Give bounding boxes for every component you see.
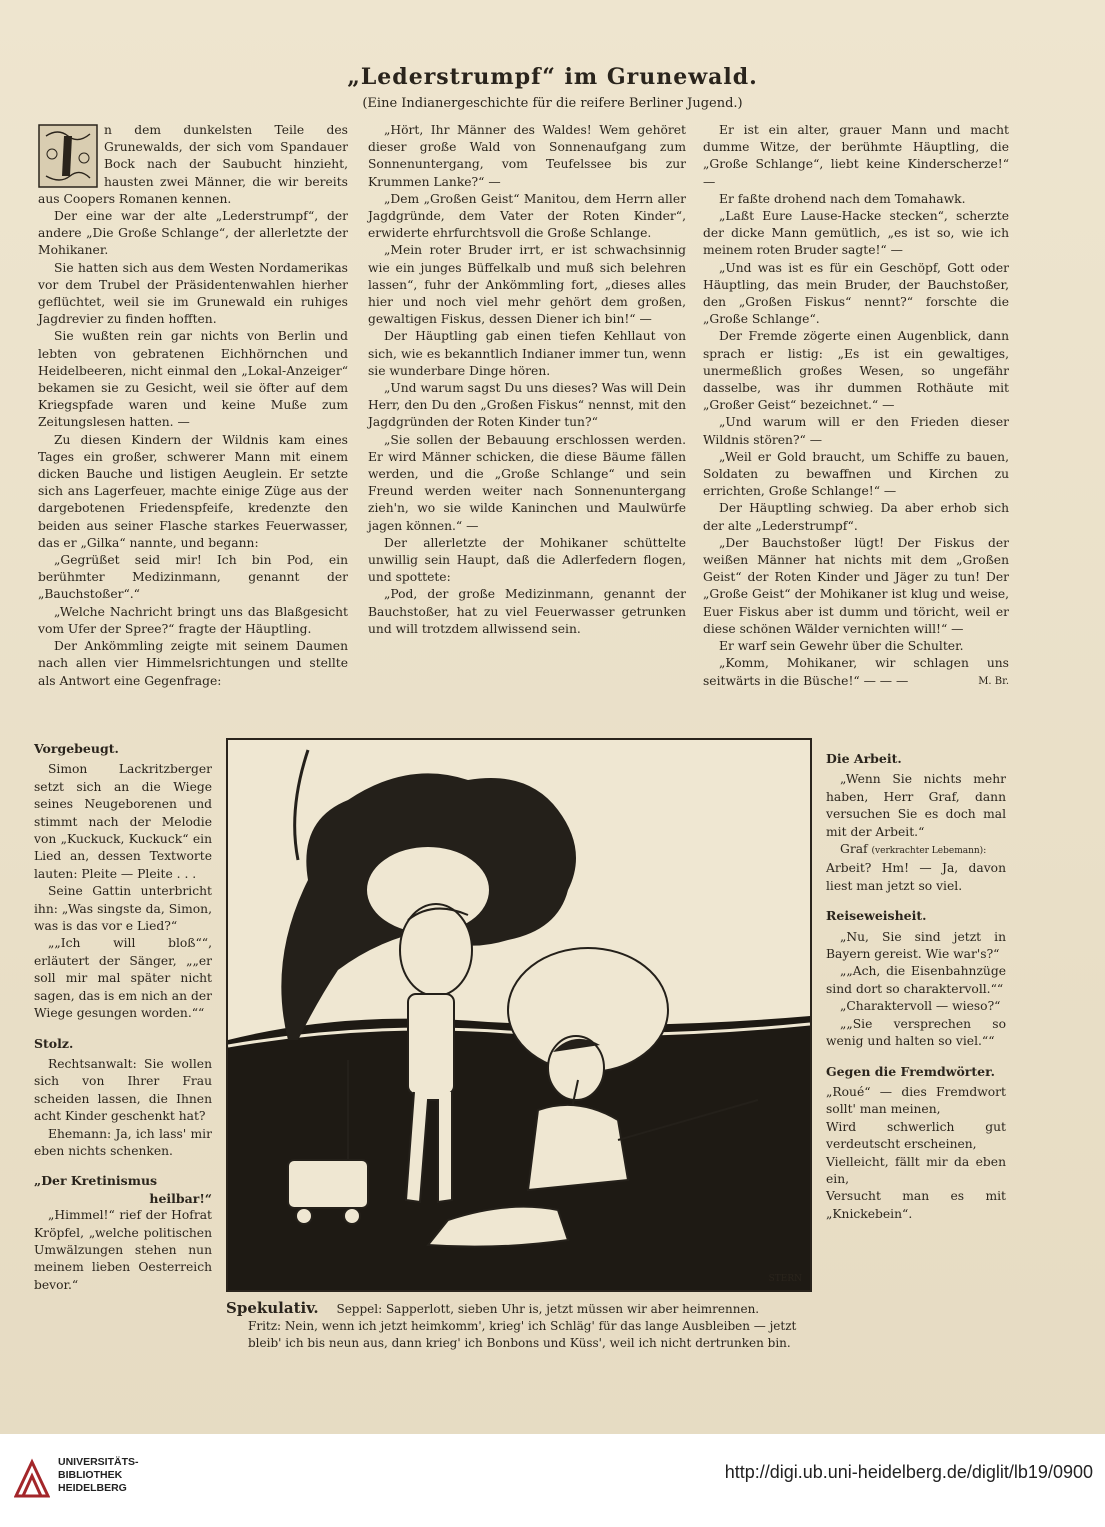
library-name-line: BIBLIOTHEK <box>58 1469 123 1481</box>
paragraph: „„Ach, die Eisenbahnzüge sind dort so charaktervoll.““ <box>826 964 1006 996</box>
paragraph: „Himmel!“ rief der Hofrat Kröpfel, „welche politischen Umwälzungen stehen nun meinem lieben Oesterreich bevor.“ <box>34 1208 212 1292</box>
paragraph: „Nu, Sie sind jetzt in Bayern gereist. Wie war's?“ <box>826 929 1006 962</box>
section-title-line: heilbar!“ <box>149 1190 212 1206</box>
paragraph: Sie wußten rein gar nichts von Berlin und lebten von gebratenen Eichhörnchen und Heidelbeeren, nicht einmal den „Lokal-Anzeiger“ bekamen sie zu Gesicht, weil sie öfter auf dem Kriegspfade waren und keine Muße zum Zeitungslesen hatten. — <box>38 329 348 430</box>
paragraph: „Mein roter Bruder irrt, er ist schwachsinnig wie ein junges Büffelkalb und muß sich belehren lassen“, fuhr der Ankömmling fort, „dieses alles hier und noch viel mehr gehört dem großen, gewaltigen Fiskus, dessen Diener ich bin!“ — <box>368 243 686 327</box>
paragraph: „Und warum sagst Du uns dieses? Was will Dein Herr, den Du den „Großen Fiskus“ nennst, mit den Jagdgründen der Roten Kinder tun?“ <box>368 381 686 430</box>
paragraph: „Gegrüßet seid mir! Ich bin Pod, ein berühmter Medizinmann, genannt der „Bauchstoßer“.“ <box>38 553 348 602</box>
paragraph: Zu diesen Kindern der Wildnis kam eines Tages ein großer, schwerer Mann mit einem dicken Bauche und listigen Aeuglein. Er setzte sich ans Lagerfeuer, machte einige Züge aus der dargebotenen Friedenspfeife, kredenzte den beiden aus seiner Flasche starkes Feuerwasser, das er „Gilka“ nannte, und begann: <box>38 432 348 550</box>
paragraph: Ehemann: Ja, ich lass' mir eben nichts schenken. <box>34 1126 212 1158</box>
paragraph: Rechtsanwalt: Sie wollen sich von Ihrer Frau scheiden lassen, die Ihnen acht Kinder geschenkt hat? <box>34 1056 212 1124</box>
speaker: Graf <box>840 842 868 857</box>
paragraph: n dem dunkelsten Teile des Grunewalds, der sich vom Spandauer Bock nach der Saubucht hinzieht, hausten zwei Männer, die wir bereits aus Coopers Romanen kennen. <box>38 123 348 206</box>
section-title: Gegen die Fremdwörter. <box>826 1063 995 1079</box>
paragraph: „Hört, Ihr Männer des Waldes! Wem gehöret dieser große Wald von Sonnenaufgang zum Sonnenuntergang, vom Teufelssee bis zur Krummen Lanke?“ — <box>368 123 686 189</box>
library-name-line: UNIVERSITÄTS- <box>58 1456 139 1468</box>
section-title: Vorgebeugt. <box>34 741 119 756</box>
paragraph: Arbeit? Hm! — Ja, davon liest man jetzt so viel. <box>826 861 1006 893</box>
left-anecdotes <box>34 740 212 1294</box>
paragraph: Seine Gattin unterbricht ihn: „Was singste da, Simon, was is das vor e Lied?“ <box>34 884 212 934</box>
paragraph: Der allerletzte der Mohikaner schüttelte unwillig sein Haupt, daß die Adlerfedern flogen, und spottete: <box>368 535 686 585</box>
speaker-note: (verkrachter Lebemann): <box>871 846 987 857</box>
paragraph: Der Fremde zögerte einen Augenblick, dann sprach er listig: „Es ist ein gewaltiges, unermeßlich großes Wesen, so ungefähr dasselbe, was ihr dummen Rothäute mit „Großer Geist“ bezeichnet.“ — <box>703 329 1009 413</box>
paragraph: „„Ich will bloß““, erläutert der Sänger, „„er soll mir mal später nicht sagen, das is em nich an der Wiege gesungen worden.““ <box>34 936 212 1021</box>
verse-line: „Roué“ — dies Fremdwort sollt' man meinen, <box>826 1084 1006 1117</box>
paragraph: Sie hatten sich aus dem Westen Nordamerikas vor dem Trubel der Präsidentenwahlen hierher geflüchtet, weil sie im Grunewald ein ruhiges Jagdrevier zu finden hofften. <box>38 260 348 327</box>
paragraph <box>703 655 1009 689</box>
cartoon-illustration <box>226 738 812 1292</box>
ornamental-initial-i-icon <box>38 124 98 188</box>
caption-dialogue: Seppel: Sapperlott, sieben Uhr is, jetzt müssen wir aber heimrennen. <box>336 1302 760 1316</box>
caption-dialogue: Fritz: Nein, wenn ich jetzt heimkomm', krieg' ich Schläg' für das lange Ausbleiben — jetzt bleib' ich bis neun aus, dann krieg' ich Bonbons und Küss', weil ich nicht dertrunken bin. <box>248 1319 797 1350</box>
source-url-link[interactable]: http://digi.ub.uni-heidelberg.de/diglit/lb19/0900 <box>724 1462 1093 1482</box>
section-title: Stolz. <box>34 1035 74 1051</box>
verse-line: Wird schwerlich gut verdeutscht erscheinen, <box>826 1119 1006 1152</box>
verse-line: Vielleicht, fällt mir da eben ein, <box>826 1154 1006 1186</box>
paragraph: Der Häuptling gab einen tiefen Kehllaut von sich, wie es bekanntlich Indianer immer tun, wenn sie wunderbare Dinge hören. <box>368 329 686 378</box>
paragraph: „„Sie versprechen so wenig und halten so viel.““ <box>826 1016 1006 1049</box>
right-anecdotes <box>826 750 1006 1223</box>
artist-signature: STERN <box>768 1274 802 1284</box>
paragraph: „Wenn Sie nichts mehr haben, Herr Graf, dann versuchen Sie es doch mal mit der Arbeit.“ <box>826 772 1006 839</box>
section-title: Die Arbeit. <box>826 751 902 766</box>
paragraph: Der Häuptling schwieg. Da aber erhob sich der alte „Lederstrumpf“. <box>703 501 1009 533</box>
paragraph: Er warf sein Gewehr über die Schulter. <box>719 639 964 654</box>
paragraph: „Und warum will er den Frieden dieser Wildnis stören?“ — <box>703 415 1009 447</box>
paragraph: Er ist ein alter, grauer Mann und macht dumme Witze, der berühmte Häuptling, die „Große Schlange“, liebt keine Kinderscherze!“ — <box>703 123 1009 189</box>
paragraph <box>826 841 1006 860</box>
paragraph: „Weil er Gold braucht, um Schiffe zu bauen, Soldaten zu bewaffnen und Kirchen zu errichten, Große Schlange!“ — <box>703 449 1009 499</box>
caption-line <box>226 1300 806 1318</box>
section-title: Reiseweisheit. <box>826 908 927 924</box>
paragraph: „Sie sollen der Bebauung erschlossen werden. Er wird Männer schicken, die diese Bäume fällen werden, und die „Große Schlange“ und sein Freund werden weiter nach Sonnenuntergang zieh'n, wo sie wilde Kaninchen und Maulwürfe jagen können.“ — <box>368 432 686 533</box>
paragraph: „Pod, der große Medizinmann, genannt der Bauchstoßer, hat zu viel Feuerwasser getrunken und will trotzdem allwissend sein. <box>368 587 686 636</box>
article-title: „Lederstrumpf“ im Grunewald. <box>347 64 758 90</box>
library-name <box>58 1456 139 1495</box>
digitization-footer <box>0 1434 1105 1527</box>
caption-title: Spekulativ. <box>226 1299 319 1317</box>
article-column-3 <box>703 122 1009 690</box>
library-name-line: HEIDELBERG <box>58 1482 127 1494</box>
verse-line: Versucht man es mit „Knickebein“. <box>826 1189 1006 1221</box>
university-library-logo-icon <box>14 1458 50 1498</box>
section-title <box>34 1172 212 1207</box>
article-column-2 <box>368 122 686 638</box>
author-signature: M. Br. <box>978 675 1009 687</box>
article-column-1 <box>38 122 348 690</box>
paragraph: „Welche Nachricht bringt uns das Blaßgesicht vom Ufer der Spree?“ fragte der Häuptling. <box>38 604 348 636</box>
paragraph: Simon Lackritzberger setzt sich an die Wiege seines Neugeborenen und stimmt nach der Melodie von „Kuckuck, Kuckuck“ ein Lied an, dessen Textworte lauten: Pleite — Pleite . . . <box>34 762 212 881</box>
paragraph: „Charaktervoll — wieso?“ <box>840 999 1001 1014</box>
article-subtitle: (Eine Indianergeschichte für die reifere Berliner Jugend.) <box>362 96 743 111</box>
paragraph: „Der Bauchstoßer lügt! Der Fiskus der weißen Männer hat nichts mit dem „Großen Geist“ der Roten Kinder und Jäger zu tun! Der „Große Geist“ der Mohikaner ist klug und weise, Euer Fiskus aber ist dumm und töricht, weil er diese schönen Wälder vernichten will!“ — <box>703 535 1009 636</box>
cartoon-drawing <box>228 740 810 1290</box>
closing-line: „Komm, Mohikaner, wir schlagen uns seitwärts in die Büsche!“ — — — <box>703 656 1009 688</box>
paragraph: „Und was ist es für ein Geschöpf, Gott oder Häuptling, das mein Bruder, der Bauchstoßer, den „Großen Fiskus“ nennt?“ forschte die „Große Schlange“. <box>703 260 1009 327</box>
paragraph: „Laßt Eure Lause-Hacke stecken“, scherzte der dicke Mann gemütlich, „es ist so, wie ich meinem roten Bruder sagte!“ — <box>703 209 1009 258</box>
paragraph: „Dem „Großen Geist“ Manitou, dem Herrn aller Jagdgründe, dem Vater der Roten Kinder“, erwiderte ehrfurchtsvoll die Große Schlange. <box>368 191 686 241</box>
cartoon-caption <box>226 1300 806 1352</box>
paragraph: Der eine war der alte „Lederstrumpf“, der andere „Die Große Schlange“, der allerletzte der Mohikaner. <box>38 209 348 258</box>
paragraph: Der Ankömmling zeigte mit seinem Daumen nach allen vier Himmelsrichtungen und stellte als Antwort eine Gegenfrage: <box>38 639 348 688</box>
section-title-line: „Der Kretinismus <box>34 1173 158 1189</box>
paragraph: Er faßte drohend nach dem Tomahawk. <box>719 191 966 206</box>
